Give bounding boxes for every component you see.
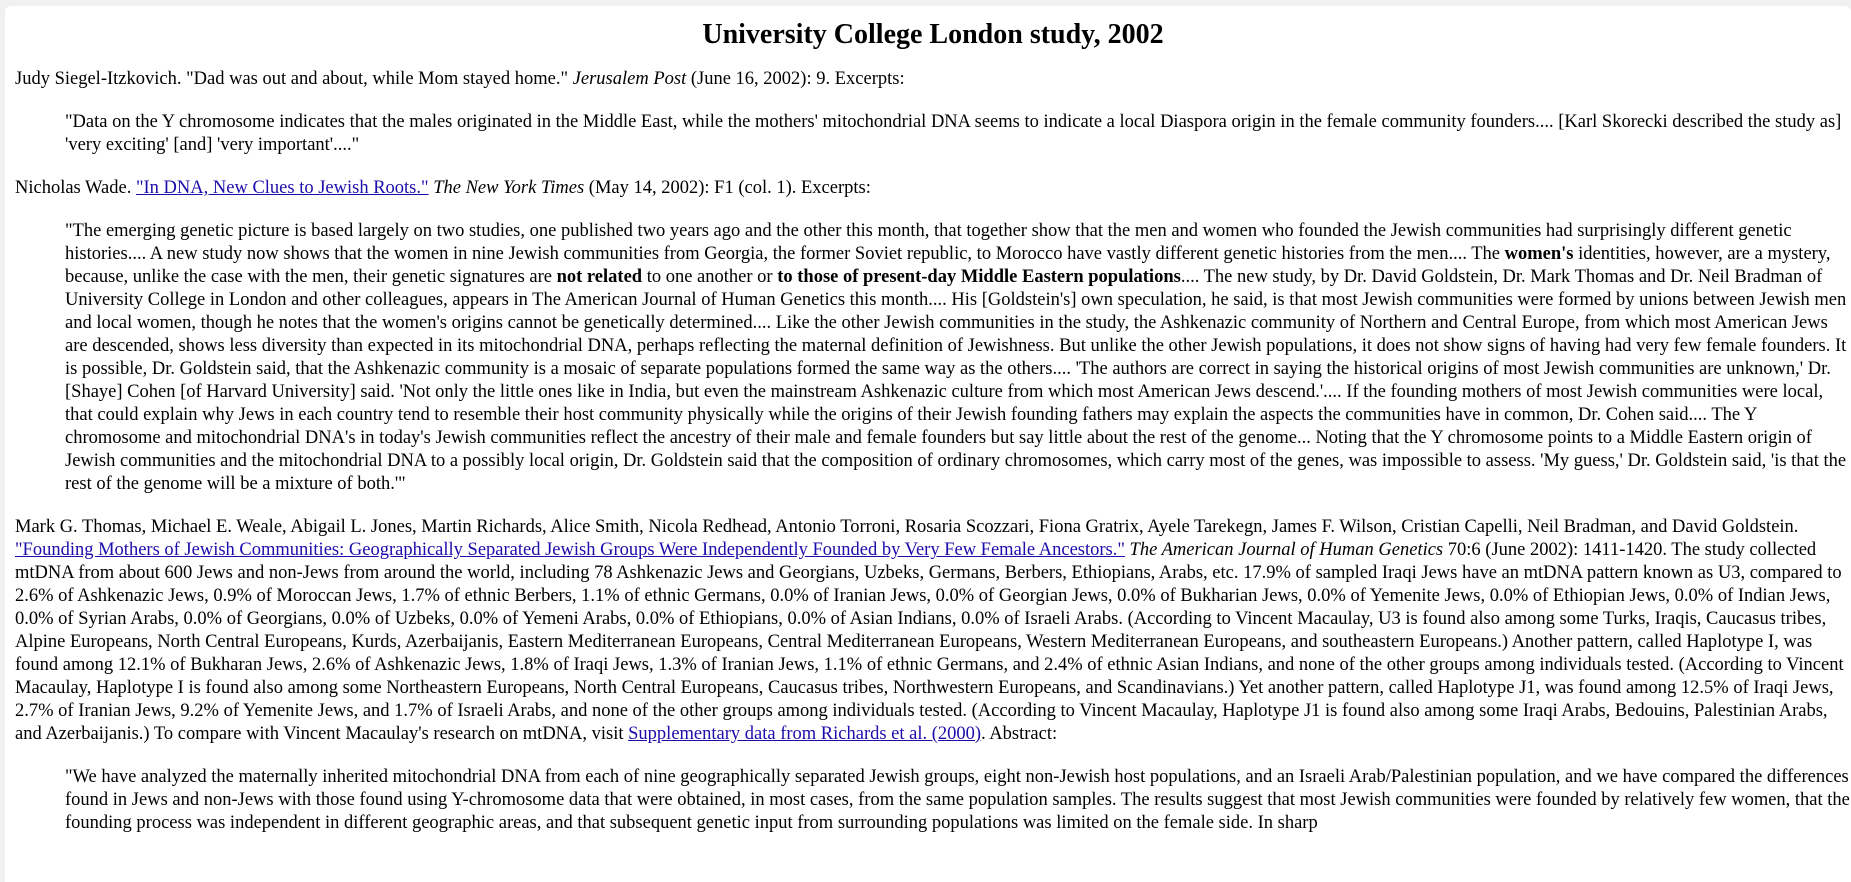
page-title: University College London study, 2002: [702, 19, 1164, 50]
quote-bold: women's: [1504, 244, 1574, 264]
citation-authors: Mark G. Thomas, Michael E. Weale, Abigail L. Jones, Martin Richards, Alice Smith, Nicola Redhead, Antonio Torroni, Rosaria Scozzari, Fiona Gratrix, Ayele Tarekegn, James F. Wilson, Cristian Capelli, Neil Bradman, and David Goldstein.: [15, 517, 1799, 537]
document-page: [5, 6, 1851, 882]
quote-part: "The emerging genetic picture is based largely on two studies, one published two years ago and the other this month, that together show that the men and women who founded the Jewish communities had surprisingly different genetic histories.... A new study now shows that the women in nine Jewish communities from Georgia, the former Soviet republic, to Morocco have vastly different genetic histories from the men.... The: [65, 221, 1792, 264]
journal-name: The New York Times: [433, 178, 585, 198]
citation-details: 70:6 (June 2002): 1411-1420. The study collected mtDNA from about 600 Jews and non-Jews from around the world, including 78 Ashkenazic Jews and Georgians, Uzbeks, Germans, Berbers, Ethiopians, Arabs, etc. 17.9% of sampled Iraqi Jews have an mtDNA pattern known as U3, compared to 2.6% of Ashkenazic Jews, 0.9% of Moroccan Jews, 1.7% of ethnic Berbers, 1.1% of ethnic Germans, 0.0% of Iranian Jews, 0.0% of Georgian Jews, 0.0% of Bukharian Jews, 0.0% of Yemenite Jews, 0.0% of Ethiopian Jews, 0.0% of Indian Jews, 0.0% of Syrian Arabs, 0.0% of Georgians, 0.0% of Uzbeks, 0.0% of Yemeni Arabs, 0.0% of Ethiopians, 0.0% of Asian Indians, 0.0% of Israeli Arabs. (According to Vincent Macaulay, U3 is found also among some Turks, Iraqis, Caucasus tribes, Alpine Europeans, North Central Europeans, Kurds, Azerbaijanis, Eastern Mediterranean Europeans, Central Mediterranean Europeans, Western Mediterranean Europeans, and southeastern Europeans.) Another pattern, called Haplotype I, was found among 12.1% of Bukharan Jews, 2.6% of Ashkenazic Jews, 1.8% of Iraqi Jews, 1.3% of Iranian Jews, 1.1% of ethnic Germans, and 2.4% of ethnic Asian Indians, and none of the other groups among individuals tested. (According to Vincent Macaulay, Haplotype I is found also among some Northeastern Europeans, North Central Europeans, Caucasus tribes, Northwestern Europeans, and Scandinavians.) Yet another pattern, called Haplotype J1, was found among 12.5% of Iraqi Jews, 2.7% of Iranian Jews, 9.2% of Yemenite Jews, and 1.7% of Israeli Arabs, and none of the other groups among individuals tested. (According to Vincent Macaulay, Haplotype J1 is found also among some Iraqi Arabs, Bedouins, Palestinian Arabs, and Azerbaijanis.) To compare with Vincent Macaulay's research on mtDNA, visit: [15, 540, 1844, 744]
journal-name: The American Journal of Human Genetics: [1129, 540, 1444, 560]
article-link-dna-clues[interactable]: "In DNA, New Clues to Jewish Roots.": [135, 178, 429, 198]
quote-bold: to those of present-day Middle Eastern populations: [777, 267, 1181, 287]
citation-author: Nicholas Wade.: [15, 178, 136, 198]
citation-details: (June 16, 2002): 9. Excerpts:: [686, 69, 905, 89]
excerpt-jerusalem-post: "Data on the Y chromosome indicates that the males originated in the Middle East, while the mothers' mitochondrial DNA seems to indicate a local Diaspora origin in the female community founders.... [Karl Skorecki described the study as] 'very exciting' [and] 'very important'....": [65, 112, 1842, 155]
quote-part: to one another or: [642, 267, 778, 287]
citation-tail: . Abstract:: [981, 724, 1058, 744]
excerpt-abstract: "We have analyzed the maternally inherited mitochondrial DNA from each of nine geographically separated Jewish groups, eight non-Jewish host populations, and an Israeli Arab/Palestinian population, and we have compared the differences found in Jews and non-Jews with those found using Y-chromosome data that were obtained, in most cases, from the same population samples. The results suggest that most Jewish communities were founded by relatively few women, that the founding process was independent in different geographic areas, and that subsequent genetic input from surrounding populations was limited on the female side. In sharp: [65, 767, 1850, 833]
citation-thomas-et-al: [15, 516, 1851, 746]
quote-part: identities, however, are a mystery, because, unlike the case with the men, their genetic signatures are: [65, 244, 1831, 287]
quote-part: .... The new study, by Dr. David Goldstein, Dr. Mark Thomas and Dr. Neil Bradman of University College in London and other colleagues, appears in The American Journal of Human Genetics this month.... His [Goldstein's] own speculation, he said, is that most Jewish communities were formed by unions between Jewish men and local women, though he notes that the women's origins cannot be genetically determined.... Like the other Jewish communities in the study, the Ashkenazic community of Northern and Central Europe, from which most American Jews are descended, shows less diversity than expected in its mitochondrial DNA, perhaps reflecting the maternal definition of Jewishness. But unlike the other Jewish populations, it does not show signs of having had very few female founders. It is possible, Dr. Goldstein said, that the Ashkenazic community is a mosaic of separate populations formed the same way as the others.... 'The authors are correct in saying the historical origins of most Jewish communities are unknown,' Dr. [Shaye] Cohen [of Harvard University] said. 'Not only the little ones like in India, but even the mainstream Ashkenazic culture from which most American Jews descend.'.... If the founding mothers of most Jewish communities were local, that could explain why Jews in each country tend to resemble their host community physically while the origins of their Jewish founding fathers may explain the aspects the communities have in common, Dr. Cohen said.... The Y chromosome and mitochondrial DNA's in today's Jewish communities reflect the ancestry of their male and female founders but say little about the rest of the genome... Noting that the Y chromosome points to a Middle Eastern origin of Jewish communities and the mitochondrial DNA to a possibly local origin, Dr. Goldstein said that the composition of ordinary chromosomes, which carry most of the genes, was impossible to assess. 'My guess,' Dr. Goldstein said, 'is that the rest of the genome will be a mixture of both.'": [65, 267, 1847, 494]
quote-bold: not related: [556, 267, 643, 287]
citation-text: Judy Siegel-Itzkovich. "Dad was out and about, while Mom stayed home.": [15, 69, 573, 89]
supplementary-data-link[interactable]: Supplementary data from Richards et al. (2000): [628, 724, 982, 744]
citation-wade: [15, 177, 1851, 200]
citation-details: (May 14, 2002): F1 (col. 1). Excerpts:: [584, 178, 871, 198]
article-link-founding-mothers[interactable]: "Founding Mothers of Jewish Communities: Geographically Separated Jewish Groups Were Independently Founded by Very Few Female Ancestors.": [15, 540, 1125, 560]
document-body: [5, 18, 1851, 835]
citation-siegel-itzkovich: [15, 68, 1851, 91]
journal-name: Jerusalem Post: [572, 69, 687, 89]
excerpt-nyt: [65, 220, 1851, 496]
